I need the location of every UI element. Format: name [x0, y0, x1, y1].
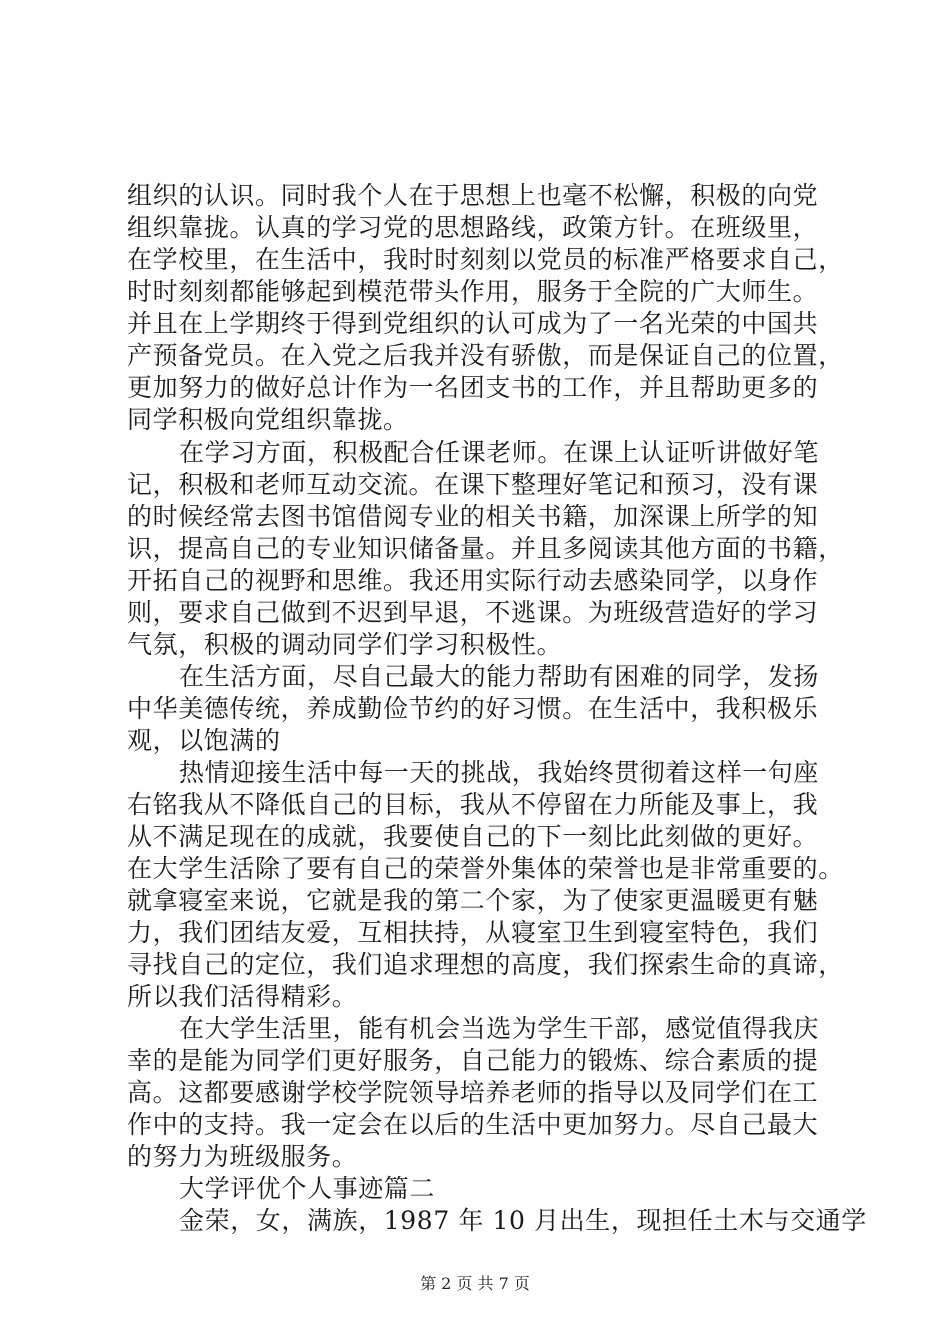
- page-footer: [0, 1274, 950, 1294]
- paragraph-start-line: 在生活方面，尽自己最大的能力帮助有困难的同学，发扬: [179, 662, 820, 691]
- text-line: 同学积极向党组织靠拢。: [127, 405, 409, 434]
- text-line: 中华美德传统，养成勤俭节约的好习惯。在生活中，我积极乐: [127, 694, 819, 723]
- text-line: 开拓自己的视野和思维。我还用实际行动去感染同学，以身作: [127, 566, 819, 595]
- text-line: 寻找自己的定位，我们追求理想的高度，我们探索生命的真谛，: [127, 950, 844, 979]
- text-line: 的时候经常去图书馆借阅专业的相关书籍，加深课上所学的知: [127, 502, 819, 531]
- page-number-label: 第 2 页 共 7 页: [420, 1274, 530, 1293]
- text-line: 的努力为班级服务。: [127, 1142, 358, 1171]
- text-line: 作中的支持。我一定会在以后的生活中更加努力。尽自己最大: [127, 1110, 819, 1139]
- paragraph-start-line: 在学习方面，积极配合任课老师。在课上认证听讲做好笔: [179, 438, 820, 467]
- text-line: 记，积极和老师互动交流。在课下整理好笔记和预习，没有课: [127, 470, 819, 499]
- text-line: 则，要求自己做到不迟到早退，不逃课。为班级营造好的学习: [127, 598, 819, 627]
- text-line: 产预备党员。在入党之后我并没有骄傲，而是保证自己的位置，: [127, 341, 844, 370]
- text-line: 高。这都要感谢学校学院领导培养老师的指导以及同学们在工: [127, 1078, 819, 1107]
- text-line: 所以我们活得精彩。: [127, 982, 358, 1011]
- paragraph-start-line: 在大学生活里，能有机会当选为学生干部，感觉值得我庆: [179, 1014, 820, 1043]
- paragraph-start-line: 金荣，女，满族，1987 年 10 月出生，现担任土木与交通学: [179, 1206, 867, 1235]
- text-line: 观，以饱满的: [127, 726, 281, 755]
- text-line: 组织靠拢。认真的学习党的思想路线，政策方针。在班级里，: [127, 213, 819, 242]
- text-line: 组织的认识。同时我个人在于思想上也毫不松懈，积极的向党: [127, 181, 819, 210]
- text-line: 在学校里，在生活中，我时时刻刻以党员的标准严格要求自己，: [127, 245, 844, 274]
- text-line: 更加努力的做好总计作为一名团支书的工作，并且帮助更多的: [127, 373, 819, 402]
- text-line: 力，我们团结友爱，互相扶持，从寝室卫生到寝室特色，我们: [127, 918, 819, 947]
- text-line: 就拿寝室来说，它就是我的第二个家，为了使家更温暖更有魅: [127, 886, 819, 915]
- text-line: 在大学生活除了要有自己的荣誉外集体的荣誉也是非常重要的。: [127, 854, 844, 883]
- text-line: 时时刻刻都能够起到模范带头作用，服务于全院的广大师生。: [127, 277, 819, 306]
- text-line: 幸的是能为同学们更好服务，自己能力的锻炼、综合素质的提: [127, 1046, 819, 1075]
- text-line: 气氛，积极的调动同学们学习积极性。: [127, 630, 563, 659]
- section-heading: 大学评优个人事迹篇二: [179, 1174, 436, 1203]
- paragraph-start-line: 热情迎接生活中每一天的挑战，我始终贯彻着这样一句座: [179, 758, 820, 787]
- text-line: 从不满足现在的成就，我要使自己的下一刻比此刻做的更好。: [127, 822, 819, 851]
- text-line: 并且在上学期终于得到党组织的认可成为了一名光荣的中国共: [127, 309, 819, 338]
- text-line: 右铭我从不降低自己的目标，我从不停留在力所能及事上，我: [127, 790, 819, 819]
- text-line: 识，提高自己的专业知识储备量。并且多阅读其他方面的书籍，: [127, 534, 844, 563]
